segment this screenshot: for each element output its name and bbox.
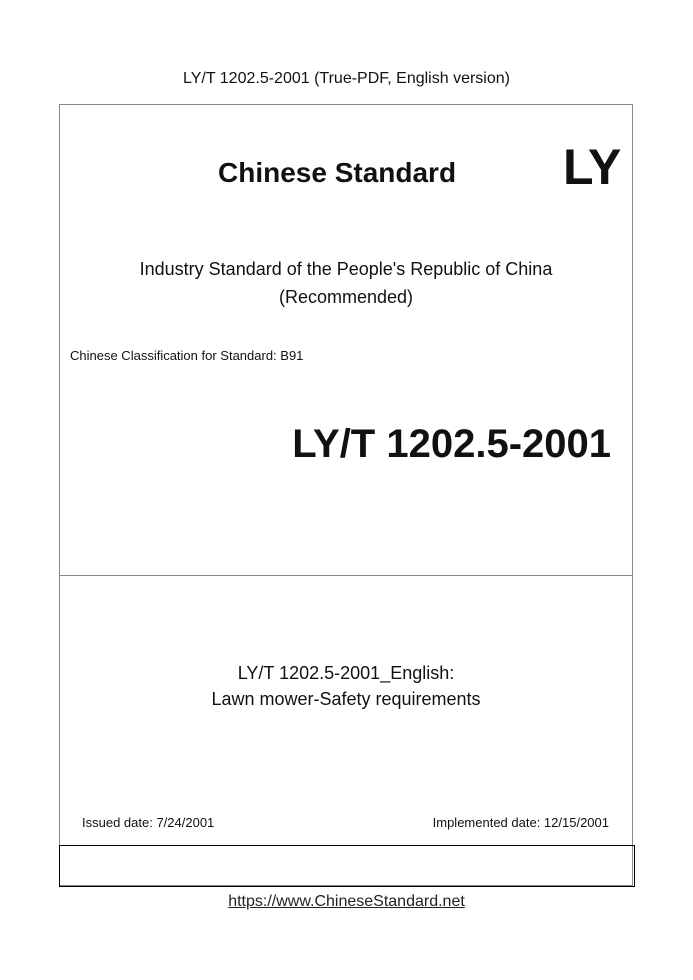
standard-number: LY/T 1202.5-2001 bbox=[292, 422, 611, 466]
implemented-date: Implemented date: 12/15/2001 bbox=[432, 815, 609, 830]
section-divider bbox=[59, 575, 633, 576]
document-header-title: LY/T 1202.5-2001 (True-PDF, English version) bbox=[183, 70, 510, 87]
issued-date: Issued date: 7/24/2001 bbox=[82, 815, 215, 830]
cover-heading: Chinese Standard bbox=[218, 157, 457, 188]
standard-mark: LY bbox=[563, 139, 621, 195]
bottom-empty-box bbox=[59, 845, 635, 887]
cover-frame bbox=[59, 104, 633, 886]
footer-website-link[interactable]: https://www.ChineseStandard.net bbox=[228, 893, 465, 910]
recommended-label: (Recommended) bbox=[278, 287, 414, 307]
classification-line: Chinese Classification for Standard: B91 bbox=[70, 348, 304, 363]
english-title-line-1: LY/T 1202.5-2001_English: bbox=[237, 663, 455, 683]
english-title-line-2: Lawn mower-Safety requirements bbox=[211, 689, 481, 709]
industry-standard-line: Industry Standard of the People's Republic of China bbox=[139, 259, 553, 279]
